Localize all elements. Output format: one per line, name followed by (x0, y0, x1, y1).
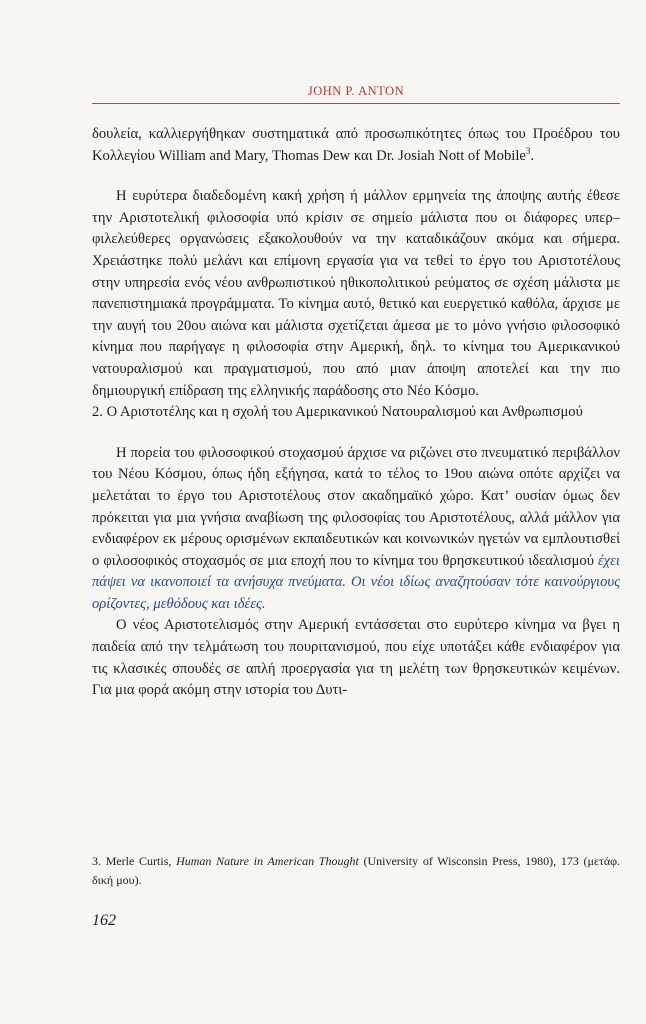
paragraph-3 (92, 443, 620, 616)
paragraph-1-text: δουλεία, καλλιεργήθηκαν συστηματικά από προσωπικότητες όπως του Προέδρου του Κολλεγίου William and Mary, Thomas Dew και Dr. Josiah Nott of Mobile (92, 126, 620, 164)
running-head: JOHN P. ANTON (307, 84, 405, 98)
paragraph-1 (92, 124, 620, 167)
page-number: 162 (92, 912, 116, 929)
footnote-ref: 3 (525, 145, 531, 156)
main-text (92, 124, 620, 702)
footnote-author: Merle Curtis, (105, 854, 172, 868)
highlighted-passage: έχει πάψει να ικανοποιεί τα ανήσυχα πνεύματα. Οι νέοι ιδίως αναζητούσαν τότε καινούργιους ορίζοντες, μεθόδους και ιδέες. (92, 552, 620, 612)
paragraph-3-text: Η πορεία του φιλοσοφικού στοχασμού άρχισε να ριζώνει στο πνευματικό περιβάλλον του Νέου Κόσμου, όπως ήδη εξήγησα, κατά το τέλος το 19ου αιώνα οπότε αρχίζει να μελετάται το έργο του Αριστοτέλους στον ακαδημαϊκό χώρο. Κατ’ ουσίαν όμως δεν πρόκειται για μια γνήσια αναβίωση της φιλοσοφίας του Αριστοτέλους, αλλά μάλλον για ενδιαφέρον εκ μέρους ορισμένων εκπαιδευτικών και κοινωνικών ηγετών να εμπλουτισθεί ο φιλοσοφικός στοχασμός σε μια εποχή που το κίνημα του θρησκευτικού ιδεαλισμού (92, 444, 620, 569)
paragraph-1-end: . (530, 147, 535, 164)
footnote-number: 3. (92, 854, 101, 868)
header-rule (92, 103, 620, 104)
paragraph-4: Ο νέος Αριστοτελισμός στην Αμερική εντάσσεται στο ευρύτερο κίνημα να βγει η παιδεία από την τελμάτωση του πουριτανισμού, που είχε υποτάξει κάθε ενδιαφέρον για τις κλασικές σπουδές σε απλή προεργασία για τη μελέτη των θρησκευτικών κειμένων. Για μια φορά ακόμη στην ιστορία του Δυτι- (92, 617, 620, 699)
section-heading: 2. Ο Αριστοτέλης και η σχολή του Αμερικανικού Νατουραλισμού και Ανθρωπισμού (92, 404, 583, 421)
paragraph-2: Η ευρύτερα διαδεδομένη κακή χρήση ή μάλλον ερμηνεία της άποψης αυτής έθεσε την Αριστοτελική φιλοσοφία υπό κρίσιν σε σημείο μάλιστα που οι διάφορες υπερ–φιλελεύθερες οργανώσεις εξακολουθούν να την καταδικάζουν ακόμα και σήμερα. Χρειάστηκε πολύ μελάνι και επίμονη εργασία για να τεθεί το έργο του Αριστοτέλους στην υπηρεσία ενός νέου ανθρωπιστικού ηθικοπολιτικού ρεύματος σε σχέση μάλιστα με πανεπιστημιακά προγράμματα. Το κίνημα αυτό, θετικό και ευεργετικό καθόλα, άρχισε με την αυγή του 20ου αιώνα και μάλιστα σχετίζεται άμεσα με το μόνο γνήσιο φιλοσοφικό κίνημα που παρήγαγε η φιλοσοφία στην Αμερική, δηλ. το κίνημα του Αμερικανικού νατουραλισμού και πραγματισμού, που από μιαν άποψη αποτελεί και την πιο δημιουργική επίδραση της ελληνικής παράδοσης στο Νέο Κόσμο. (92, 188, 620, 399)
footnote (92, 852, 620, 890)
footnote-title: Human Nature in American Thought (176, 854, 359, 868)
footnote-rest: (University of Wisconsin Press, 1980), 173 (μετάφ. δική μου). (92, 854, 621, 887)
